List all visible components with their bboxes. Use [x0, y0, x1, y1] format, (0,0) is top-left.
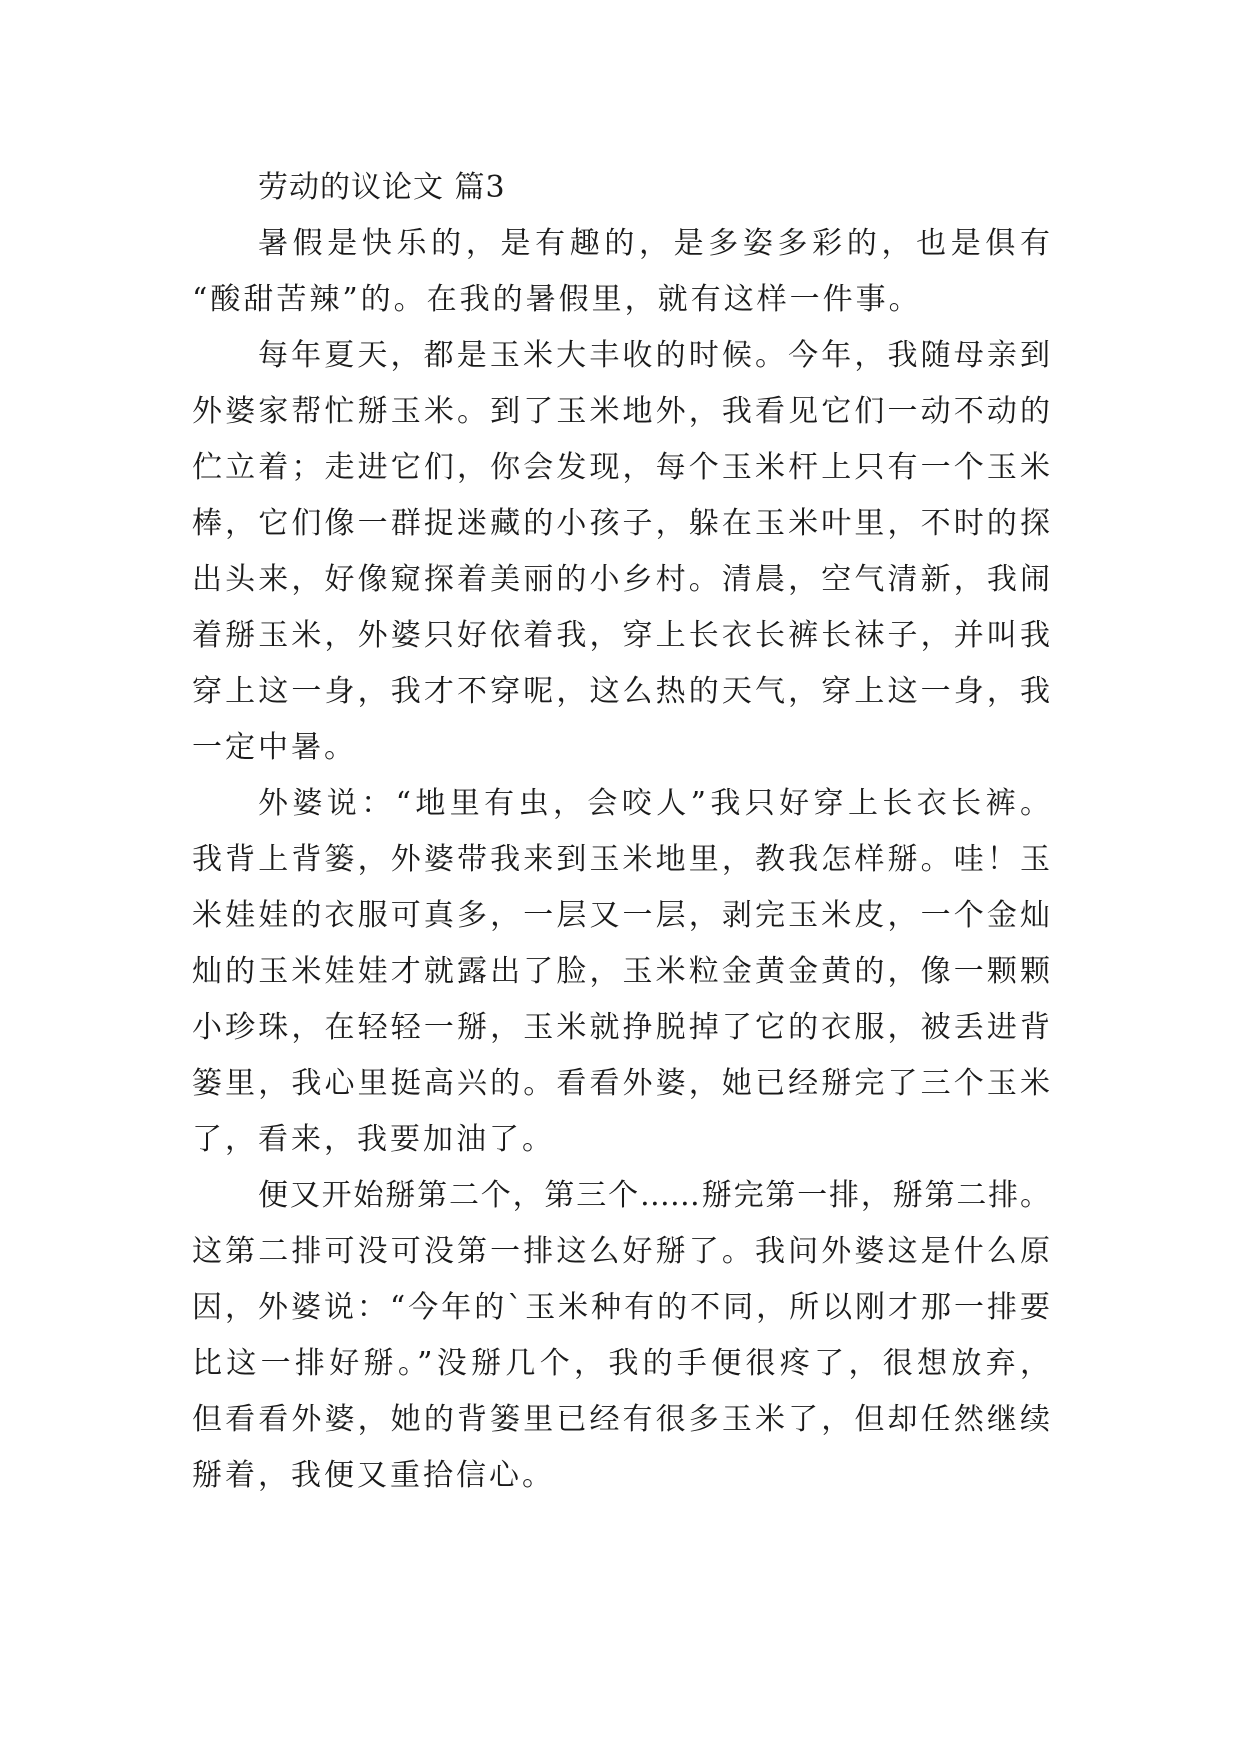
- text-line: 了，看来，我要加油了。: [192, 1122, 555, 1157]
- text-line: 外婆家帮忙掰玉米。到了玉米地外，我看见它们一动不动的: [192, 394, 1050, 429]
- text-line: 篓里，我心里挺高兴的。看看外婆，她已经掰完了三个玉米: [192, 1066, 1050, 1101]
- text-line: 出头来，好像窥探着美丽的小乡村。清晨，空气清新，我闹: [192, 562, 1050, 597]
- text-line: 棒，它们像一群捉迷藏的小孩子，躲在玉米叶里，不时的探: [192, 506, 1050, 541]
- text-line: 因，外婆说：“今年的`玉米种有的不同，所以刚才那一排要: [192, 1290, 1050, 1325]
- text-line: 便又开始掰第二个，第三个……掰完第一排，掰第二排。: [258, 1178, 1050, 1213]
- paragraph: [192, 776, 1050, 1168]
- text-line: 掰着，我便又重拾信心。: [192, 1458, 555, 1493]
- text-line: 小珍珠，在轻轻一掰，玉米就挣脱掉了它的衣服，被丢进背: [192, 1010, 1050, 1045]
- text-line: 米娃娃的衣服可真多，一层又一层，剥完玉米皮，一个金灿: [192, 898, 1050, 933]
- text-line: 外婆说：“地里有虫，会咬人”我只好穿上长衣长裤。: [258, 786, 1050, 821]
- text-line: 这第二排可没可没第一排这么好掰了。我问外婆这是什么原: [192, 1234, 1050, 1269]
- text-line: 暑假是快乐的，是有趣的，是多姿多彩的，也是俱有: [258, 226, 1050, 261]
- document-body: [192, 160, 1050, 1504]
- text-line: 我背上背篓，外婆带我来到玉米地里，教我怎样掰。哇！玉: [192, 842, 1050, 877]
- paragraph: [192, 1168, 1050, 1504]
- paragraph: [192, 328, 1050, 776]
- section-title: 劳动的议论文 篇3: [258, 170, 506, 205]
- text-line: 每年夏天，都是玉米大丰收的时候。今年，我随母亲到: [258, 338, 1050, 373]
- text-line: 穿上这一身，我才不穿呢，这么热的天气，穿上这一身，我: [192, 674, 1050, 709]
- text-line: “酸甜苦辣”的。在我的暑假里，就有这样一件事。: [192, 282, 922, 317]
- text-line: 灿的玉米娃娃才就露出了脸，玉米粒金黄金黄的，像一颗颗: [192, 954, 1050, 989]
- paragraph: [192, 216, 1050, 328]
- text-line: 比这一排好掰。”没掰几个，我的手便很疼了，很想放弃，: [192, 1346, 1050, 1381]
- text-line: 着掰玉米，外婆只好依着我，穿上长衣长裤长袜子，并叫我: [192, 618, 1050, 653]
- text-line: 但看看外婆，她的背篓里已经有很多玉米了，但却任然继续: [192, 1402, 1050, 1437]
- text-line: 一定中暑。: [192, 730, 357, 765]
- text-line: 伫立着；走进它们，你会发现，每个玉米杆上只有一个玉米: [192, 450, 1050, 485]
